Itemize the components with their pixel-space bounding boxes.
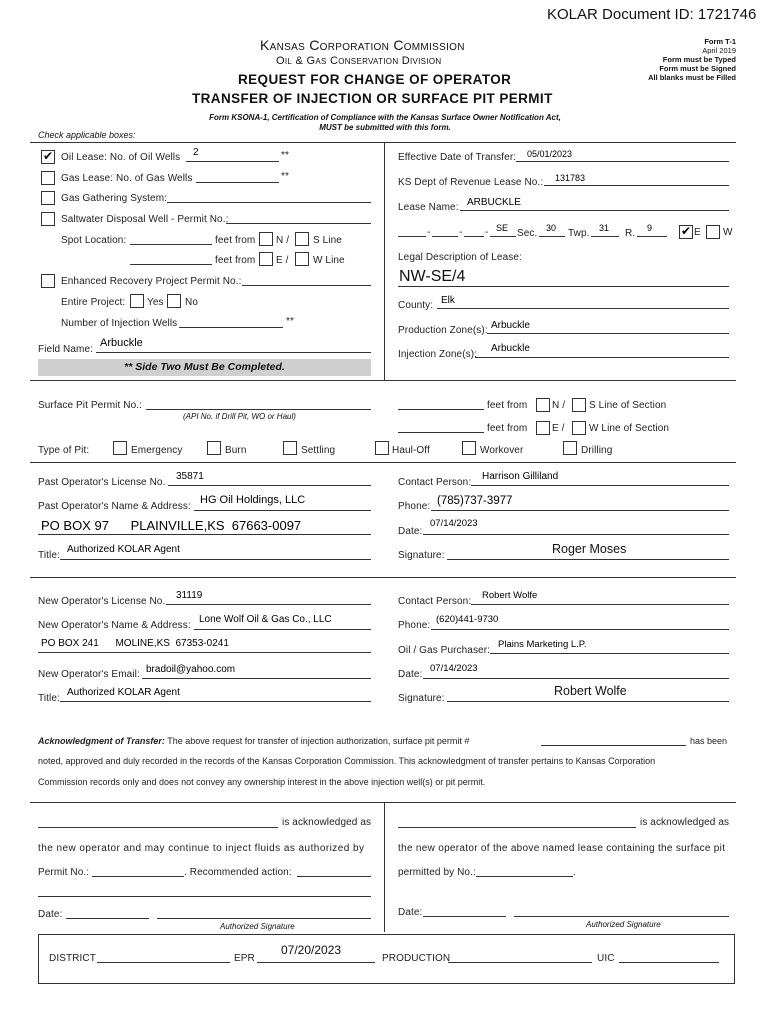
- ack-text2: noted, approved and duly recorded in the records of the Kansas Corporation Commission. This acknowledgment of transfer pertains to Kansas Corporation: [38, 756, 656, 766]
- ks-dept-line: [544, 185, 729, 186]
- spot-location-label: Spot Location:: [61, 235, 127, 246]
- ack-left-is-ack: is acknowledged as: [282, 817, 372, 828]
- spot-feet-from-ns: feet from: [215, 235, 256, 246]
- injection-wells-stars: **: [286, 316, 294, 327]
- new-purchaser-label: Oil / Gas Purchaser:: [398, 645, 491, 656]
- new-signature-line: [447, 701, 729, 702]
- pit-workover-label: Workover: [480, 445, 524, 456]
- quarter-dash3: -: [485, 227, 489, 238]
- twp-label: Twp.: [568, 228, 590, 239]
- past-contact-value[interactable]: Harrison Gilliland: [482, 471, 559, 482]
- pit-workover-checkbox[interactable]: [462, 441, 476, 455]
- surface-pit-label: Surface Pit Permit No.:: [38, 400, 142, 411]
- ack-text1-end: has been: [690, 736, 728, 746]
- form-title-line2: TRANSFER OF INJECTION OR SURFACE PIT PERMIT: [192, 91, 553, 106]
- past-title-label: Title:: [38, 550, 60, 561]
- form-title-line1: REQUEST FOR CHANGE OF OPERATOR: [238, 72, 512, 87]
- pit-e-label: E /: [552, 423, 565, 434]
- pit-w-line: W Line of Section: [589, 423, 670, 434]
- eor-checkbox[interactable]: [41, 274, 55, 288]
- new-name-label: New Operator's Name & Address:: [38, 620, 191, 631]
- side-two-banner: ** Side Two Must Be Completed.: [38, 359, 371, 376]
- pit-burn-checkbox[interactable]: [207, 441, 221, 455]
- pit-drilling-checkbox[interactable]: [563, 441, 577, 455]
- section-divider: [30, 577, 736, 578]
- form-info: [600, 37, 736, 82]
- sec-value[interactable]: 30: [546, 223, 557, 233]
- entire-project-label: Entire Project:: [61, 297, 126, 308]
- ack-permitted-by-label: permitted by No.:: [398, 867, 476, 878]
- spot-w-checkbox[interactable]: [295, 252, 309, 266]
- document-id: KOLAR Document ID: 1721746: [547, 6, 757, 23]
- ack-left-date-line[interactable]: [66, 918, 149, 919]
- pit-ew-feet-line[interactable]: [398, 432, 484, 433]
- swd-label: Saltwater Disposal Well - Permit No.:: [61, 214, 229, 225]
- past-date-label: Date:: [398, 526, 423, 537]
- new-purchaser-value[interactable]: Plains Marketing L.P.: [498, 639, 587, 650]
- past-title-value[interactable]: Authorized KOLAR Agent: [67, 544, 180, 555]
- twp-line: [591, 236, 619, 237]
- field-name-label: Field Name:: [38, 344, 94, 355]
- quarter3-line[interactable]: [464, 236, 484, 237]
- past-signature-label: Signature:: [398, 550, 445, 561]
- pit-s-checkbox[interactable]: [572, 398, 586, 412]
- range-e-checkbox[interactable]: [679, 225, 693, 239]
- past-date-value[interactable]: 07/14/2023: [430, 518, 478, 529]
- pit-emergency-label: Emergency: [131, 445, 183, 456]
- division-name: Oil & Gas Conservation Division: [276, 55, 442, 67]
- lease-name-value[interactable]: ARBUCKLE: [467, 197, 521, 208]
- past-license-label: Past Operator's License No.: [38, 477, 166, 488]
- eor-permit-line[interactable]: [242, 285, 371, 286]
- range-w-label: W: [723, 227, 733, 238]
- ack-right-text: the new operator of the above named lease containing the surface pit: [398, 843, 726, 854]
- ack-recommended-label: . Recommended action:: [184, 867, 292, 878]
- form-number: Form T-1: [704, 37, 736, 46]
- gas-gathering-checkbox[interactable]: [41, 191, 55, 205]
- pit-s-line: S Line of Section: [589, 400, 667, 411]
- footer-production-label: PRODUCTION: [382, 953, 451, 964]
- ack-text3: Commission records only and does not convey any ownership interest in the above injection well(s) or pit permit.: [38, 777, 486, 787]
- footer-uic-line[interactable]: [619, 962, 719, 963]
- pit-feet-from-ns: feet from: [487, 400, 528, 411]
- field-name-line: [96, 352, 371, 353]
- pit-feet-from-ew: feet from: [487, 423, 528, 434]
- new-title-label: Title:: [38, 693, 60, 704]
- past-signature-line: [447, 559, 729, 560]
- range-e-label: E: [694, 227, 701, 238]
- entire-project-yes-checkbox[interactable]: [130, 294, 144, 308]
- spot-n-label: N /: [276, 235, 290, 246]
- new-email-label: New Operator's Email:: [38, 669, 140, 680]
- ack-right-signature-line[interactable]: [514, 916, 729, 917]
- pit-hauloff-checkbox[interactable]: [375, 441, 389, 455]
- new-purchaser-line: [490, 653, 729, 654]
- ack-permitted-by-line[interactable]: [476, 876, 573, 877]
- new-signature-value[interactable]: Robert Wolfe: [554, 684, 627, 698]
- quarter-value[interactable]: SE: [496, 223, 509, 233]
- form-date: April 2019: [702, 46, 736, 55]
- lease-name-label: Lease Name:: [398, 202, 459, 213]
- inj-zone-label: Injection Zone(s):: [398, 349, 478, 360]
- footer-production-line[interactable]: [448, 962, 592, 963]
- past-phone-value[interactable]: (785)737-3977: [437, 495, 513, 507]
- ack-left-auth-sig: Authorized Signature: [220, 922, 295, 931]
- field-name-value[interactable]: Arbuckle: [100, 337, 143, 349]
- past-title-line: [60, 559, 371, 560]
- footer-uic-label: UIC: [597, 953, 615, 964]
- sec-label: Sec.: [517, 228, 538, 239]
- legal-desc-label: Legal Description of Lease:: [398, 252, 522, 263]
- section-divider: [30, 802, 736, 803]
- ack-right-auth-sig: Authorized Signature: [586, 920, 661, 929]
- pit-ns-feet-line[interactable]: [398, 409, 484, 410]
- prod-zone-line: [487, 333, 729, 334]
- section-divider: [30, 142, 736, 143]
- pit-settling-checkbox[interactable]: [283, 441, 297, 455]
- r-label: R.: [625, 228, 636, 239]
- new-license-line: [166, 604, 371, 605]
- oil-wells-stars: **: [281, 150, 289, 161]
- quarter-dash2: -: [459, 227, 463, 238]
- gas-lease-checkbox[interactable]: [41, 171, 55, 185]
- past-name-label: Past Operator's Name & Address:: [38, 501, 191, 512]
- ack-right-is-ack: is acknowledged as: [640, 817, 730, 828]
- pit-n-checkbox[interactable]: [536, 398, 550, 412]
- oil-wells-line: [186, 161, 279, 162]
- spot-s-line: S Line: [313, 235, 342, 246]
- past-license-value[interactable]: 35871: [176, 471, 204, 482]
- range-w-checkbox[interactable]: [706, 225, 720, 239]
- new-date-label: Date:: [398, 669, 423, 680]
- spot-n-checkbox[interactable]: [259, 232, 273, 246]
- ack-permit-no-label: Permit No.:: [38, 867, 90, 878]
- pit-burn-label: Burn: [225, 445, 247, 456]
- inj-zone-line: [475, 357, 729, 358]
- api-note: (API No. if Drill Pit, WO or Haul): [183, 412, 296, 421]
- new-license-label: New Operator's License No.: [38, 596, 166, 607]
- ksona-notice-line2: MUST be submitted with this form.: [319, 123, 451, 132]
- ack-right-operator-line[interactable]: [398, 827, 636, 828]
- ks-dept-label: KS Dept of Revenue Lease No.:: [398, 177, 544, 188]
- quarter2-line[interactable]: [432, 236, 458, 237]
- county-value[interactable]: Elk: [441, 295, 455, 306]
- pit-e-checkbox[interactable]: [536, 421, 550, 435]
- new-email-value[interactable]: bradoil@yahoo.com: [146, 664, 236, 675]
- ack-right-date-label: Date:: [398, 907, 423, 918]
- gas-wells-line[interactable]: [196, 182, 279, 183]
- sec-line: [539, 236, 565, 237]
- section-divider: [30, 380, 736, 381]
- spot-e-checkbox[interactable]: [259, 252, 273, 266]
- spot-s-checkbox[interactable]: [295, 232, 309, 246]
- spot-ew-feet-line[interactable]: [130, 264, 212, 265]
- new-email-line: [142, 678, 371, 679]
- new-address-value[interactable]: PO BOX 241 MOLINE,KS 67353-0241: [41, 638, 229, 649]
- footer-epr-line: [257, 962, 375, 963]
- form-typed-note: Form must be Typed: [662, 55, 736, 64]
- pit-drilling-label: Drilling: [581, 445, 613, 456]
- pit-w-checkbox[interactable]: [572, 421, 586, 435]
- ack-permit-no-line[interactable]: [92, 876, 184, 877]
- new-phone-label: Phone:: [398, 620, 431, 631]
- eor-label: Enhanced Recovery Project Permit No.:: [61, 276, 242, 287]
- spot-e-label: E /: [276, 255, 289, 266]
- check-boxes-label: Check applicable boxes:: [38, 130, 136, 140]
- oil-lease-checkbox[interactable]: [41, 150, 55, 164]
- pit-emergency-checkbox[interactable]: [113, 441, 127, 455]
- ack-text1: The above request for transfer of injection authorization, surface pit permit #: [167, 736, 470, 746]
- effective-date-label: Effective Date of Transfer:: [398, 152, 517, 163]
- past-address-line: [38, 534, 371, 535]
- spot-ns-feet-line[interactable]: [130, 244, 212, 245]
- new-license-value[interactable]: 31119: [176, 590, 203, 601]
- lease-name-line: [460, 210, 729, 211]
- past-phone-line: [431, 510, 729, 511]
- pit-settling-label: Settling: [301, 445, 336, 456]
- spot-feet-from-ew: feet from: [215, 255, 256, 266]
- ack-recommended-line2[interactable]: [38, 896, 371, 897]
- past-name-value[interactable]: HG Oil Holdings, LLC: [200, 494, 306, 506]
- ack-left-operator-line[interactable]: [38, 827, 278, 828]
- ksona-notice: [160, 113, 610, 133]
- ack-permitted-by-period: .: [573, 867, 576, 878]
- quarter1-line[interactable]: [398, 236, 426, 237]
- ack-paragraph-line1: [38, 731, 469, 751]
- footer-epr-value[interactable]: 07/20/2023: [281, 943, 342, 957]
- new-title-line: [60, 701, 371, 702]
- swd-checkbox[interactable]: [41, 212, 55, 226]
- swd-permit-line[interactable]: [226, 223, 371, 224]
- column-divider: [384, 142, 385, 380]
- quarter-dash1: -: [427, 227, 431, 238]
- gas-lease-label: Gas Lease: No. of Gas Wells: [61, 173, 193, 184]
- county-label: County:: [398, 300, 434, 311]
- oil-wells-value[interactable]: 2: [193, 147, 199, 158]
- pit-hauloff-label: Haul-Off: [392, 445, 430, 456]
- gas-gathering-label: Gas Gathering System:: [61, 193, 168, 204]
- past-phone-label: Phone:: [398, 501, 431, 512]
- form-signed-note: Form must be Signed: [659, 64, 736, 73]
- effective-date-line: [516, 161, 729, 162]
- pit-n-label: N /: [552, 400, 566, 411]
- footer-district-line[interactable]: [97, 962, 230, 963]
- past-address-value[interactable]: PO BOX 97 PLAINVILLE,KS 67663-0097: [41, 518, 302, 533]
- gas-gathering-line[interactable]: [167, 202, 371, 203]
- new-date-value[interactable]: 07/14/2023: [430, 663, 478, 674]
- new-signature-label: Signature:: [398, 693, 445, 704]
- effective-date-value[interactable]: 05/01/2023: [527, 149, 573, 159]
- footer-epr-label: EPR: [234, 953, 255, 964]
- new-phone-value[interactable]: (620)441-9730: [436, 614, 499, 625]
- ack-recommended-line[interactable]: [297, 876, 371, 877]
- new-name-line: [194, 629, 371, 630]
- new-title-value[interactable]: Authorized KOLAR Agent: [67, 687, 180, 698]
- injection-wells-label: Number of Injection Wells: [61, 318, 178, 329]
- past-contact-line: [471, 485, 729, 486]
- new-phone-line: [431, 629, 729, 630]
- legal-desc-line: [398, 286, 729, 287]
- past-name-line: [194, 510, 371, 511]
- past-license-line: [168, 485, 371, 486]
- ack-left-text: the new operator and may continue to inject fluids as authorized by: [38, 843, 365, 854]
- ack-right-date-line[interactable]: [423, 916, 506, 917]
- surface-pit-line[interactable]: [146, 409, 371, 410]
- inj-zone-value[interactable]: Arbuckle: [491, 343, 530, 354]
- county-line: [437, 308, 729, 309]
- new-date-line: [423, 678, 729, 679]
- entire-project-yes-label: Yes: [147, 297, 164, 308]
- spot-w-line: W Line: [313, 255, 345, 266]
- legal-desc-value[interactable]: NW-SE/4: [399, 268, 466, 285]
- new-contact-value[interactable]: Robert Wolfe: [482, 590, 538, 601]
- ack-left-date-label: Date:: [38, 909, 63, 920]
- column-divider: [384, 802, 385, 932]
- ack-pit-permit-line[interactable]: [541, 745, 686, 746]
- new-address-line: [38, 652, 371, 653]
- ack-heading: Acknowledgment of Transfer:: [38, 736, 165, 746]
- type-of-pit-label: Type of Pit:: [38, 445, 90, 456]
- form-blanks-note: All blanks must be Filled: [648, 73, 736, 82]
- prod-zone-value[interactable]: Arbuckle: [491, 320, 530, 331]
- r-value[interactable]: 9: [647, 223, 653, 233]
- oil-lease-label: Oil Lease: No. of Oil Wells: [61, 152, 181, 163]
- new-contact-label: Contact Person:: [398, 596, 472, 607]
- r-line: [637, 236, 667, 237]
- injection-wells-line[interactable]: [179, 327, 283, 328]
- past-date-line: [423, 534, 729, 535]
- footer-district-label: DISTRICT: [49, 953, 96, 964]
- ack-left-signature-line[interactable]: [157, 918, 371, 919]
- entire-project-no-checkbox[interactable]: [167, 294, 181, 308]
- entire-project-no-label: No: [185, 297, 198, 308]
- ksona-notice-line1: Form KSONA-1, Certification of Compliance with the Kansas Surface Owner Notification Act,: [209, 113, 561, 122]
- past-contact-label: Contact Person:: [398, 477, 472, 488]
- twp-value[interactable]: 31: [599, 223, 610, 233]
- agency-name: Kansas Corporation Commission: [260, 37, 465, 53]
- quarter4-line: [490, 236, 516, 237]
- ks-dept-value[interactable]: 131783: [555, 173, 586, 183]
- past-signature-value[interactable]: Roger Moses: [552, 542, 627, 556]
- new-name-value[interactable]: Lone Wolf Oil & Gas Co., LLC: [199, 614, 332, 625]
- section-divider: [30, 462, 736, 463]
- gas-wells-stars: **: [281, 171, 289, 182]
- new-contact-line: [471, 604, 729, 605]
- prod-zone-label: Production Zone(s):: [398, 325, 488, 336]
